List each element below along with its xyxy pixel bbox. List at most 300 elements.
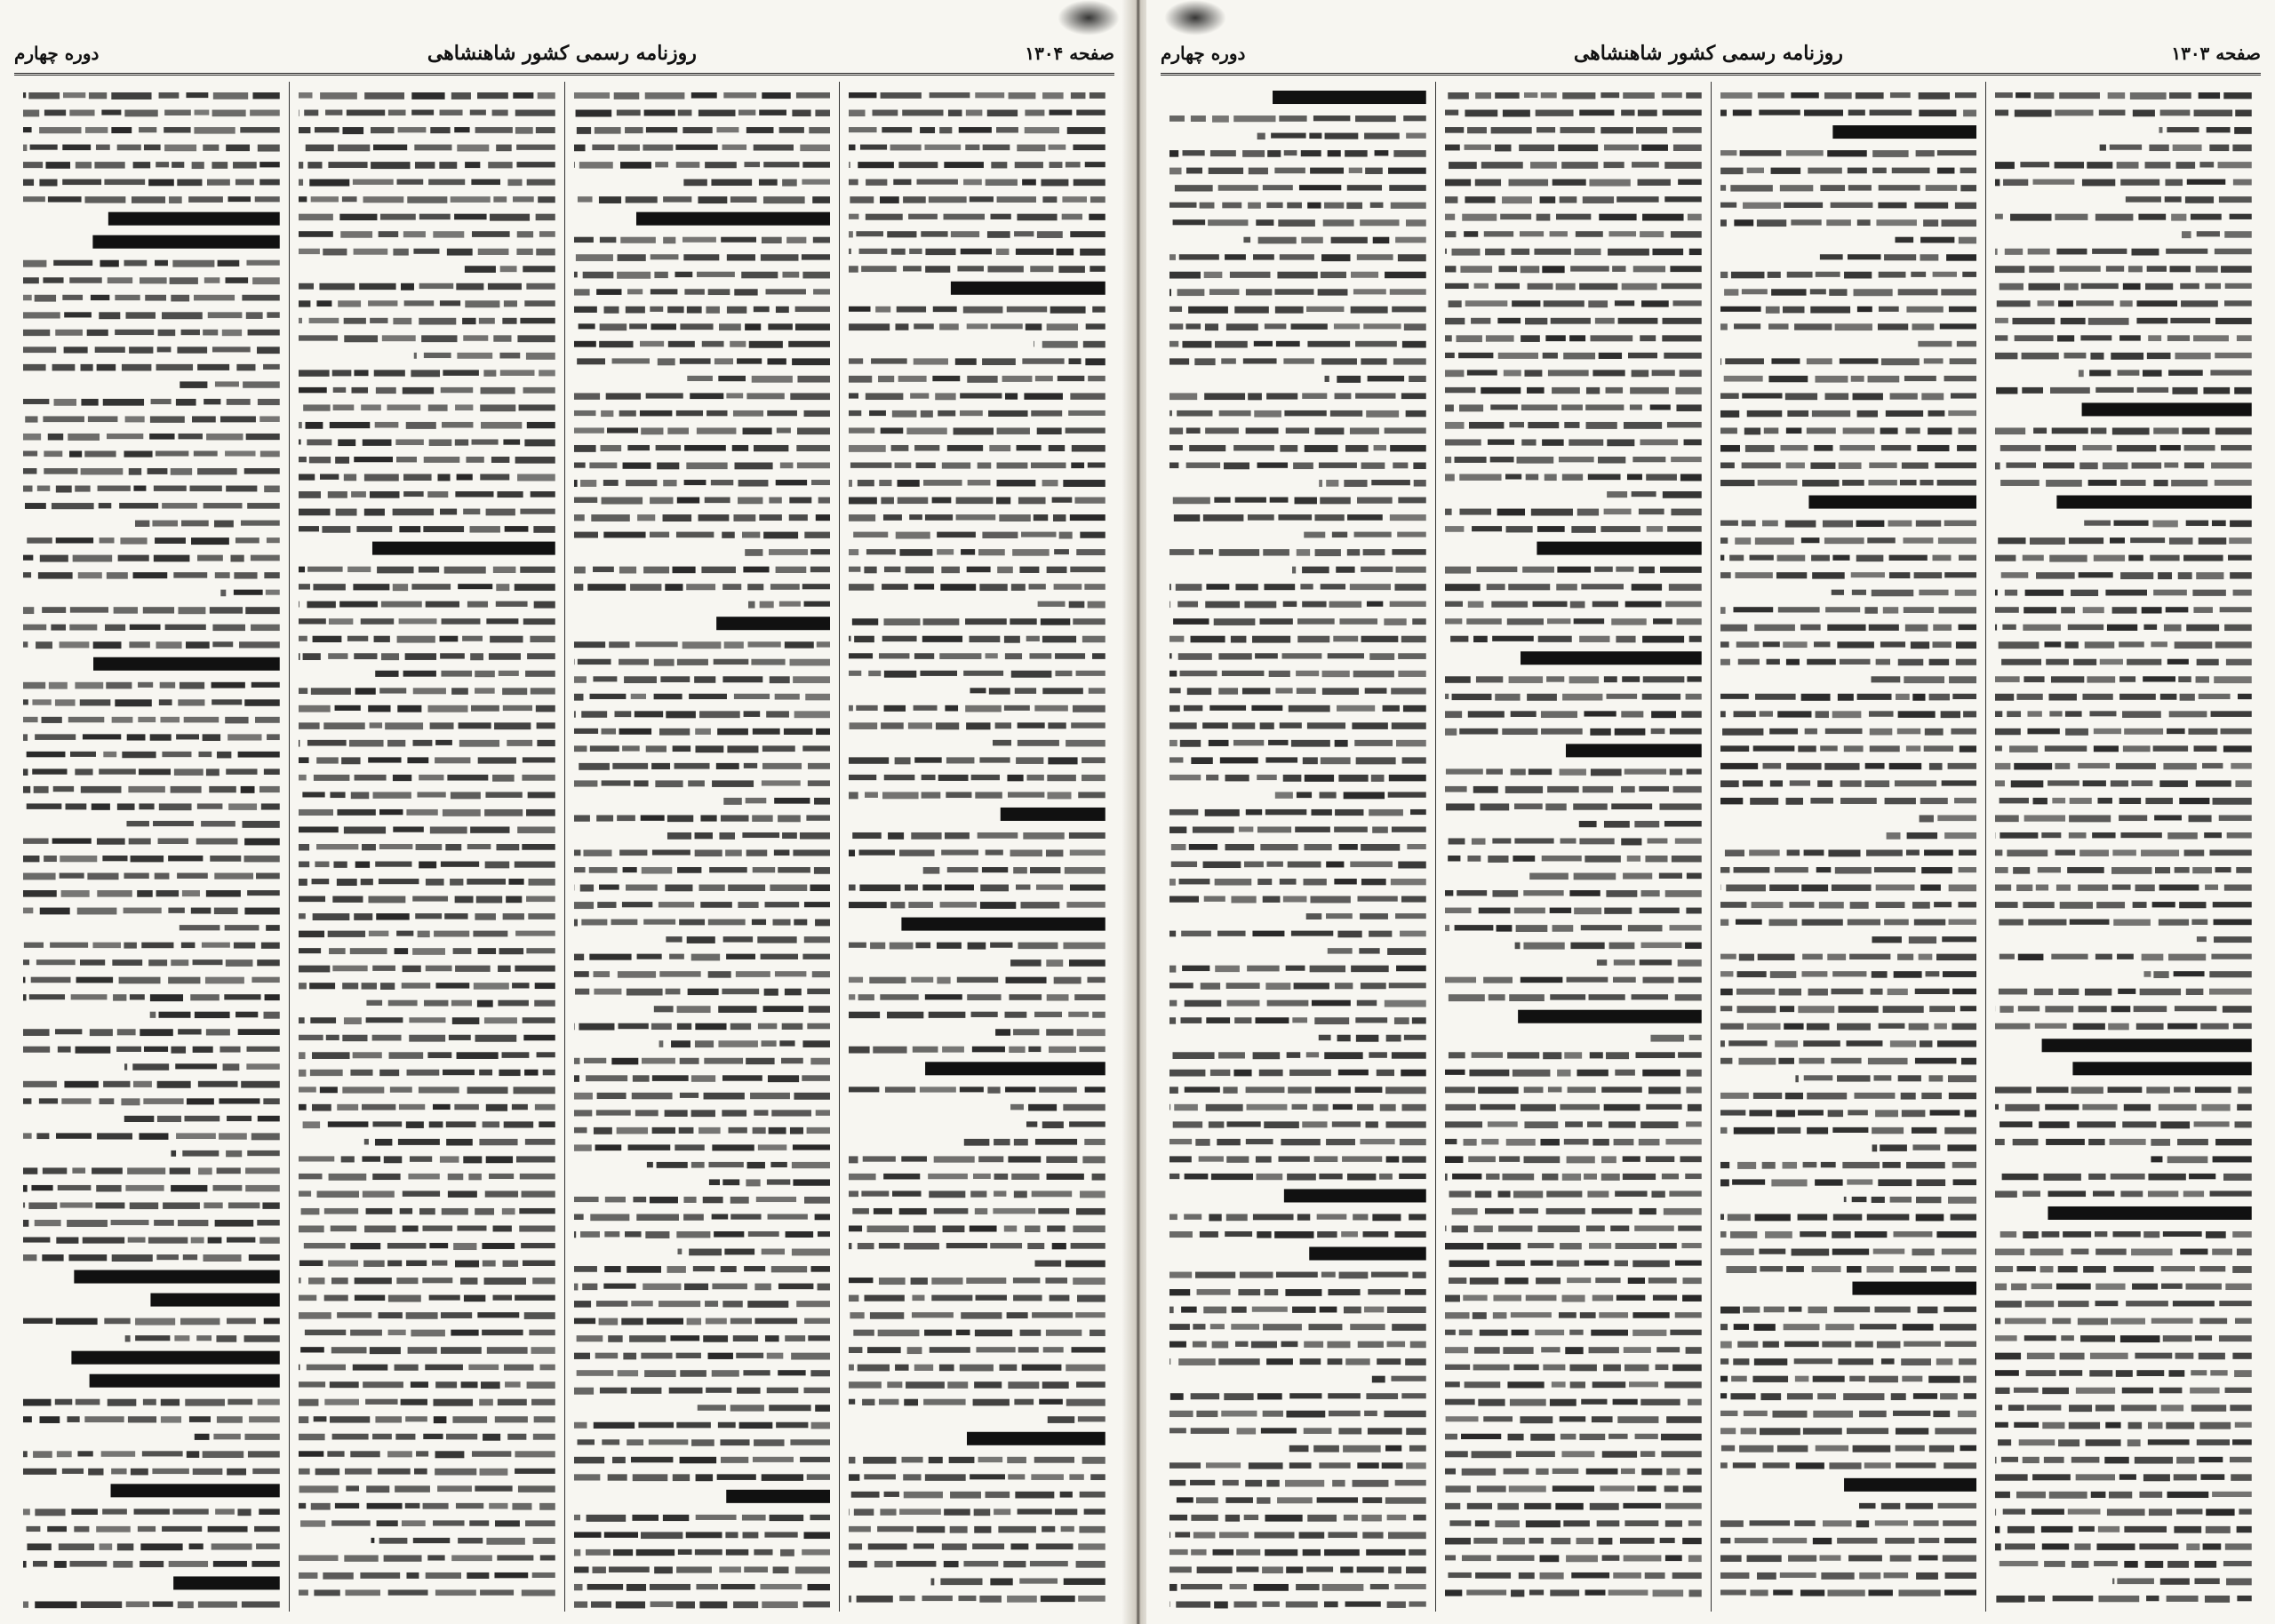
- text-line: [1069, 959, 1106, 967]
- text-line: [1920, 480, 1933, 485]
- text-line: [1492, 890, 1518, 897]
- text-line: [396, 1278, 418, 1284]
- text-line: [526, 353, 555, 360]
- text-line: [299, 300, 310, 306]
- text-line: [2193, 590, 2226, 596]
- text-line: [705, 162, 737, 168]
- text-line: [225, 925, 259, 930]
- text-line: [1634, 1434, 1657, 1439]
- text-line: [762, 745, 794, 752]
- text-line: [584, 1058, 606, 1063]
- text-line: [877, 1526, 914, 1532]
- text-line: [896, 323, 909, 330]
- text-line: [1370, 203, 1384, 208]
- text-line: [1221, 358, 1236, 363]
- text-line: [2235, 1318, 2252, 1324]
- text-line: [1936, 168, 1954, 174]
- text-line: [2052, 954, 2088, 959]
- text-line: [1720, 1445, 1734, 1452]
- text-line: [1645, 856, 1667, 862]
- text-line: [885, 1087, 915, 1092]
- text-line: [782, 179, 797, 187]
- text-line: [1995, 867, 2008, 873]
- text-line: [398, 618, 436, 624]
- text-line: [1934, 1023, 1946, 1030]
- text-line: [103, 1081, 130, 1087]
- text-line: [680, 1370, 706, 1377]
- text-line: [312, 1052, 350, 1059]
- text-line: [1895, 694, 1909, 700]
- text-line: [1856, 1520, 1868, 1527]
- text-line: [2057, 249, 2087, 255]
- text-line: [686, 306, 701, 314]
- text-line: [574, 694, 583, 701]
- text-line: [475, 1035, 516, 1042]
- text-line: [432, 1261, 447, 1266]
- text-line: [1071, 722, 1106, 728]
- text-line: [663, 237, 675, 244]
- text-line: [1069, 1121, 1106, 1126]
- text-line: [738, 902, 758, 908]
- text-line: [2061, 607, 2075, 613]
- text-line: [1614, 728, 1645, 736]
- text-line: [30, 145, 58, 150]
- text-line: [338, 145, 370, 152]
- text-line: [208, 1526, 248, 1532]
- text-line: [1080, 1190, 1106, 1198]
- text-line: [1648, 1087, 1680, 1094]
- text-line: [1310, 966, 1345, 973]
- text-line: [299, 1555, 338, 1561]
- text-line: [1759, 1249, 1785, 1254]
- text-line: [130, 1202, 158, 1209]
- text-line: [489, 1503, 507, 1509]
- text-line: [2238, 1596, 2252, 1601]
- text-line: [25, 416, 37, 422]
- text-line: [932, 1278, 963, 1285]
- text-line: [1671, 509, 1701, 516]
- text-line: [469, 526, 499, 532]
- text-line: [1394, 584, 1425, 591]
- text-line: [1550, 1399, 1577, 1406]
- text-line: [245, 1167, 280, 1174]
- text-line: [1550, 1589, 1579, 1596]
- text-line: [1720, 555, 1724, 561]
- text-line: [1601, 1174, 1620, 1181]
- text-line: [1941, 219, 1976, 227]
- text-line: [2206, 1509, 2234, 1516]
- text-line: [694, 832, 712, 839]
- text-line: [396, 179, 423, 185]
- text-line: [369, 931, 389, 936]
- text-line: [1410, 809, 1426, 815]
- text-line: [1873, 867, 1915, 872]
- text-line: [1540, 1139, 1559, 1146]
- text-line: [1672, 786, 1701, 792]
- text-line: [23, 312, 60, 318]
- text-line: [1562, 474, 1583, 481]
- text-line: [1182, 341, 1211, 348]
- text-line: [497, 1555, 533, 1560]
- text-line: [1995, 555, 2016, 561]
- text-line: [74, 1526, 89, 1532]
- text-line: [299, 387, 327, 393]
- text-line: [1471, 1451, 1511, 1458]
- text-line: [925, 266, 950, 273]
- left-masthead: [14, 34, 1114, 76]
- text-line: [1297, 636, 1329, 643]
- text-line: [1680, 1156, 1701, 1162]
- text-line: [1078, 792, 1106, 798]
- text-line: [1353, 671, 1394, 678]
- text-line: [251, 625, 280, 631]
- text-line: [2231, 1405, 2252, 1411]
- text-line: [115, 330, 154, 335]
- text-line: [849, 1381, 882, 1388]
- text-line: [667, 306, 683, 313]
- text-line: [2161, 1405, 2183, 1411]
- text-line: [212, 625, 245, 631]
- text-line: [2185, 196, 2214, 203]
- text-line: [2238, 694, 2252, 699]
- text-line: [1958, 555, 1976, 561]
- text-line: [407, 196, 447, 203]
- text-line: [531, 1572, 555, 1578]
- text-line: [892, 410, 917, 418]
- text-line: [1556, 214, 1591, 220]
- text-line: [1032, 1190, 1073, 1197]
- text-line: [1445, 977, 1476, 983]
- text-line: [1542, 353, 1557, 359]
- text-line: [1215, 879, 1252, 885]
- text-line: [1361, 567, 1393, 572]
- text-line: [923, 480, 962, 486]
- text-line: [472, 231, 510, 237]
- text-line: [1608, 231, 1636, 236]
- text-line: [23, 1399, 51, 1406]
- text-line: [2230, 521, 2252, 528]
- text-line: [627, 445, 650, 450]
- text-line: [1497, 509, 1524, 516]
- text-line: [515, 862, 555, 868]
- text-line: [1566, 1156, 1594, 1163]
- text-line: [970, 636, 1001, 642]
- text-line: [299, 688, 307, 694]
- text-line: [720, 1457, 747, 1463]
- text-line: [414, 353, 417, 359]
- text-line: [2036, 572, 2075, 578]
- text-line: [2112, 885, 2131, 890]
- text-line: [1659, 1538, 1674, 1543]
- text-line: [1598, 457, 1625, 464]
- text-line: [1082, 636, 1106, 642]
- text-line: [1935, 462, 1976, 468]
- text-line: [419, 214, 451, 220]
- text-line: [1329, 601, 1362, 608]
- text-line: [467, 1087, 507, 1094]
- text-line: [103, 399, 144, 406]
- text-line: [961, 549, 975, 554]
- text-line: [1664, 1208, 1702, 1215]
- text-line: [2018, 954, 2044, 960]
- text-line: [2183, 555, 2223, 561]
- text-line: [1310, 896, 1350, 904]
- text-line: [1678, 1225, 1702, 1230]
- text-line: [976, 92, 1005, 98]
- text-line: [224, 994, 260, 999]
- text-line: [2014, 1422, 2039, 1428]
- text-line: [83, 734, 121, 739]
- text-line: [630, 694, 645, 699]
- text-line: [1904, 676, 1944, 683]
- text-line: [148, 179, 174, 187]
- text-line: [1741, 521, 1755, 527]
- text-line: [433, 1520, 465, 1525]
- text-line: [1309, 133, 1321, 139]
- text-line: [575, 254, 612, 261]
- text-line: [1344, 480, 1367, 487]
- text-line: [603, 1284, 635, 1289]
- text-line: [633, 1197, 646, 1202]
- text-line: [191, 537, 229, 545]
- text-line: [499, 266, 516, 272]
- text-line: [2202, 1104, 2231, 1111]
- text-line: [1923, 745, 1952, 752]
- text-line: [1199, 549, 1213, 554]
- text-line: [1786, 763, 1821, 770]
- text-line: [540, 1555, 555, 1560]
- text-line: [655, 780, 682, 787]
- text-line: [138, 717, 156, 722]
- text-line: [1642, 1070, 1680, 1077]
- text-line: [737, 358, 762, 363]
- text-line: [161, 1416, 181, 1422]
- text-line: [1212, 115, 1229, 123]
- text-line: [80, 699, 111, 705]
- text-line: [2071, 1087, 2103, 1094]
- text-line: [1361, 462, 1385, 468]
- text-line: [2130, 537, 2165, 543]
- text-line: [1586, 1225, 1605, 1231]
- text-line: [574, 341, 596, 347]
- text-line: [373, 636, 389, 642]
- text-line: [1205, 809, 1240, 816]
- text-line: [967, 323, 988, 329]
- text-line: [1005, 1087, 1035, 1092]
- text-line: [457, 353, 492, 359]
- text-line: [483, 370, 496, 376]
- text-line: [2143, 1231, 2159, 1238]
- text-line: [802, 1601, 830, 1607]
- text-line: [2167, 335, 2190, 341]
- text-line: [929, 196, 967, 203]
- text-line: [742, 427, 771, 434]
- text-line: [177, 179, 202, 187]
- text-line: [902, 1457, 923, 1463]
- text-line: [345, 1469, 371, 1475]
- text-line: [716, 1474, 755, 1480]
- text-line: [1279, 115, 1306, 122]
- text-line: [1246, 427, 1279, 434]
- text-line: [703, 1093, 744, 1100]
- text-line: [525, 671, 555, 677]
- text-line: [360, 879, 372, 885]
- text-line: [2143, 676, 2175, 681]
- text-line: [643, 110, 675, 116]
- text-line: [1928, 427, 1952, 434]
- text-line: [1321, 584, 1345, 589]
- text-line: [1397, 532, 1426, 537]
- text-line: [667, 341, 694, 347]
- text-line: [1020, 1330, 1042, 1336]
- text-line: [632, 1515, 659, 1521]
- text-line: [458, 1538, 483, 1544]
- text-line: [2149, 1174, 2186, 1181]
- text-line: [1169, 896, 1199, 903]
- text-line: [763, 162, 799, 167]
- bold-heading-line: [1808, 496, 1976, 509]
- text-line: [896, 532, 930, 539]
- text-line: [70, 752, 96, 757]
- text-line: [435, 1381, 457, 1388]
- text-line: [1630, 387, 1669, 394]
- text-line: [525, 1520, 555, 1526]
- text-line: [722, 584, 741, 590]
- text-line: [2176, 162, 2196, 169]
- text-line: [1187, 688, 1211, 695]
- text-line: [2001, 659, 2041, 665]
- text-line: [1037, 427, 1062, 434]
- text-line: [1559, 196, 1577, 203]
- text-line: [1284, 410, 1326, 416]
- text-line: [1669, 925, 1701, 930]
- text-line: [481, 1381, 500, 1389]
- text-line: [25, 503, 46, 509]
- text-line: [249, 1254, 280, 1261]
- text-line: [1859, 1503, 1875, 1509]
- text-line: [164, 145, 196, 152]
- text-line: [2232, 1231, 2252, 1238]
- text-line: [1653, 618, 1672, 624]
- text-line: [1304, 879, 1327, 885]
- text-line: [27, 803, 62, 808]
- text-line: [1502, 1174, 1534, 1180]
- text-line: [1043, 688, 1084, 694]
- text-line: [520, 1174, 555, 1180]
- text-line: [1875, 885, 1914, 891]
- text-line: [1802, 480, 1839, 487]
- text-line: [84, 1416, 124, 1422]
- text-line: [1995, 1266, 2013, 1272]
- text-line: [1995, 763, 2010, 769]
- text-line: [392, 509, 433, 516]
- text-line: [921, 671, 958, 676]
- text-line: [88, 1469, 103, 1476]
- text-line: [1939, 323, 1976, 329]
- text-line: [484, 862, 509, 869]
- text-line: [888, 1381, 903, 1388]
- text-line: [264, 1012, 280, 1019]
- text-line: [1868, 711, 1893, 716]
- text-line: [502, 688, 527, 695]
- text-line: [1483, 1416, 1513, 1421]
- text-line: [23, 786, 30, 793]
- text-line: [1036, 885, 1063, 890]
- text-line: [923, 885, 942, 891]
- text-line: [267, 312, 279, 318]
- text-line: [902, 1156, 928, 1161]
- text-line: [717, 728, 748, 735]
- text-line: [1485, 249, 1505, 256]
- text-line: [220, 1047, 240, 1053]
- text-line: [1665, 1520, 1682, 1526]
- text-line: [602, 1439, 619, 1445]
- text-line: [1942, 936, 1976, 942]
- text-line: [1010, 618, 1037, 625]
- text-line: [1958, 237, 1976, 244]
- text-line: [2027, 1353, 2055, 1359]
- text-line: [815, 1405, 831, 1412]
- text-line: [33, 1451, 52, 1458]
- text-line: [299, 196, 307, 202]
- text-line: [1178, 653, 1212, 660]
- text-line: [1995, 745, 2002, 751]
- text-line: [2000, 832, 2039, 839]
- text-line: [925, 1474, 966, 1481]
- text-line: [595, 1301, 627, 1307]
- text-line: [1013, 1295, 1042, 1302]
- text-line: [125, 416, 145, 422]
- text-line: [983, 532, 1018, 538]
- text-line: [802, 1040, 830, 1047]
- text-line: [975, 1330, 1012, 1337]
- text-line: [1952, 1162, 1976, 1168]
- text-line: [2121, 832, 2162, 838]
- text-line: [159, 92, 180, 99]
- text-line: [64, 312, 92, 317]
- text-line: [1449, 1278, 1466, 1284]
- text-line: [675, 532, 713, 538]
- text-line: [1288, 862, 1321, 868]
- text-line: [574, 902, 594, 909]
- text-line: [435, 1589, 476, 1596]
- text-line: [1267, 1000, 1309, 1007]
- text-line: [150, 1012, 156, 1018]
- text-line: [411, 110, 434, 115]
- text-line: [251, 1561, 279, 1567]
- text-line: [1527, 283, 1553, 290]
- text-line: [1064, 1104, 1106, 1111]
- text-line: [2132, 1284, 2158, 1290]
- text-line: [411, 370, 440, 377]
- text-line: [1951, 728, 1976, 735]
- text-line: [852, 618, 878, 625]
- text-line: [2145, 1561, 2164, 1568]
- text-line: [1859, 1324, 1896, 1329]
- column-text-lines: [1169, 82, 1426, 1612]
- text-line: [574, 514, 585, 521]
- text-line: [883, 514, 902, 521]
- text-line: [1675, 387, 1701, 394]
- text-line: [1760, 1266, 1783, 1271]
- text-line: [1403, 705, 1426, 712]
- text-line: [518, 404, 555, 410]
- text-line: [369, 722, 381, 728]
- text-line: [2076, 1474, 2115, 1480]
- text-line: [1915, 150, 1934, 156]
- text-line: [634, 711, 662, 717]
- text-line: [1300, 584, 1313, 589]
